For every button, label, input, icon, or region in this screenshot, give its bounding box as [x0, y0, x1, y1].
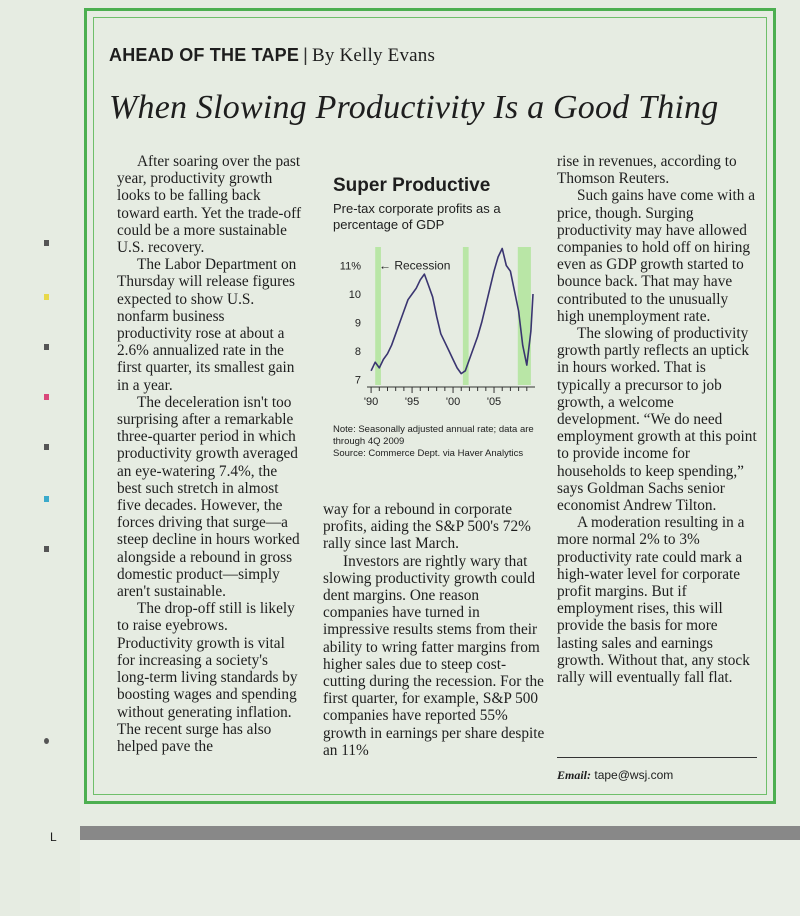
chart-subtitle: Pre-tax corporate profits as a percentage of GDP [333, 201, 501, 232]
paragraph: way for a rebound in corporate profits, aiding the S&P 500's 72% rally since last March. [323, 501, 531, 553]
paragraph: A moderation resulting in a more normal 2% to 3% productivity rate could mark a high-water level for corporate profit margins. But if employment rises, this will provide the basis for more lasting sales and earnings growth. Without that, any stock rally will eventually fall flat. [557, 514, 750, 687]
y-tick-label: 10 [348, 288, 361, 301]
column-name: AHEAD OF THE TAPE [109, 45, 300, 65]
paragraph: After soaring over the past year, productivity growth looks to be falling back toward earth. Yet the trade-off could be a more sustainable U.S. recovery. [117, 153, 302, 257]
chart-box [323, 167, 545, 479]
article-column-3 [557, 153, 757, 686]
margin-mark [44, 344, 49, 350]
article-column-2 [323, 501, 545, 759]
margin-mark [44, 444, 49, 450]
headline: When Slowing Productivity Is a Good Thing [109, 89, 719, 126]
byline: By Kelly Evans [311, 45, 436, 66]
paragraph: The deceleration isn't too surprising after a remarkable three-quarter period in which productivity growth averaged an eye-watering 7.4%, the best such stretch in almost five decades. However, the forces driving that surge—a steep decline in hours worked alongside a rebound in gross domestic product—simply aren't sustainable. [117, 393, 300, 601]
x-tick-label: '95 [404, 396, 420, 408]
margin-mark [44, 546, 49, 552]
author-email: tape@wsj.com [594, 768, 674, 782]
kicker-divider: | [303, 45, 308, 65]
chart-title: Super Productive [333, 175, 491, 196]
paragraph: rise in revenues, according to Thomson Reuters. [557, 153, 737, 188]
paragraph: The drop-off still is likely to raise eyebrows. Productivity growth is vital for increasing a society's long-term living standards by boosting wages and spending without generating inflation. The recent surge has also helped pave the [117, 600, 298, 755]
page-bottom-strip [80, 840, 800, 916]
recession-annotation: ← Recession [379, 258, 451, 273]
paragraph: The Labor Department on Thursday will release figures expected to show U.S. nonfarm business productivity rose at about a 2.6% annualized rate in the first quarter, its smallest gain in a year. [117, 256, 297, 394]
y-tick-label: 9 [354, 317, 361, 330]
chart-source: Source: Commerce Dept. via Haver Analytics [333, 448, 524, 459]
y-tick-label: 8 [354, 345, 361, 358]
margin-mark [44, 394, 49, 400]
x-tick-label: '90 [363, 396, 379, 408]
author-email-line [557, 768, 673, 783]
page-bottom-rule [80, 826, 800, 840]
chart-note: Note: Seasonally adjusted annual rate; data are through 4Q 2009 [333, 424, 534, 447]
margin-mark [44, 240, 49, 246]
x-tick-label: '05 [486, 396, 502, 408]
margin-mark [44, 294, 49, 300]
x-tick-label: '00 [445, 396, 461, 408]
column-kicker [109, 45, 435, 67]
y-tick-label: 7 [354, 374, 361, 387]
chart-plot [323, 233, 545, 419]
paragraph: Such gains have come with a price, though. Surging productivity may have allowed companies to hold off on hiring even as GDP growth started to bounce back. That may have contributed to the unusually high unemployment rate. [557, 187, 755, 325]
article-column-1 [117, 153, 303, 755]
article-box [84, 8, 776, 804]
email-label: Email: [557, 768, 592, 782]
y-tick-label: 11% [339, 260, 361, 273]
paragraph: Investors are rightly wary that slowing productivity growth could dent margins. One reason companies have turned in impressive results stems from their ability to wring fatter margins from higher sales due to steep cost-cutting during the recession. For the first quarter, for example, S&P 500 companies have reported 55% growth in earnings per share despite an 11% [323, 552, 545, 759]
paragraph: The slowing of productivity growth partly reflects an uptick in hours worked. That is typically a precursor to job growth, a welcome development. “We do need employment growth at this point to provide income for households to keep spending,” says Goldman Sachs senior economist Andrew Tilton. [557, 325, 757, 515]
corner-mark: L [50, 830, 57, 844]
margin-mark [44, 496, 49, 502]
margin-mark [44, 738, 49, 744]
email-rule [557, 757, 757, 758]
